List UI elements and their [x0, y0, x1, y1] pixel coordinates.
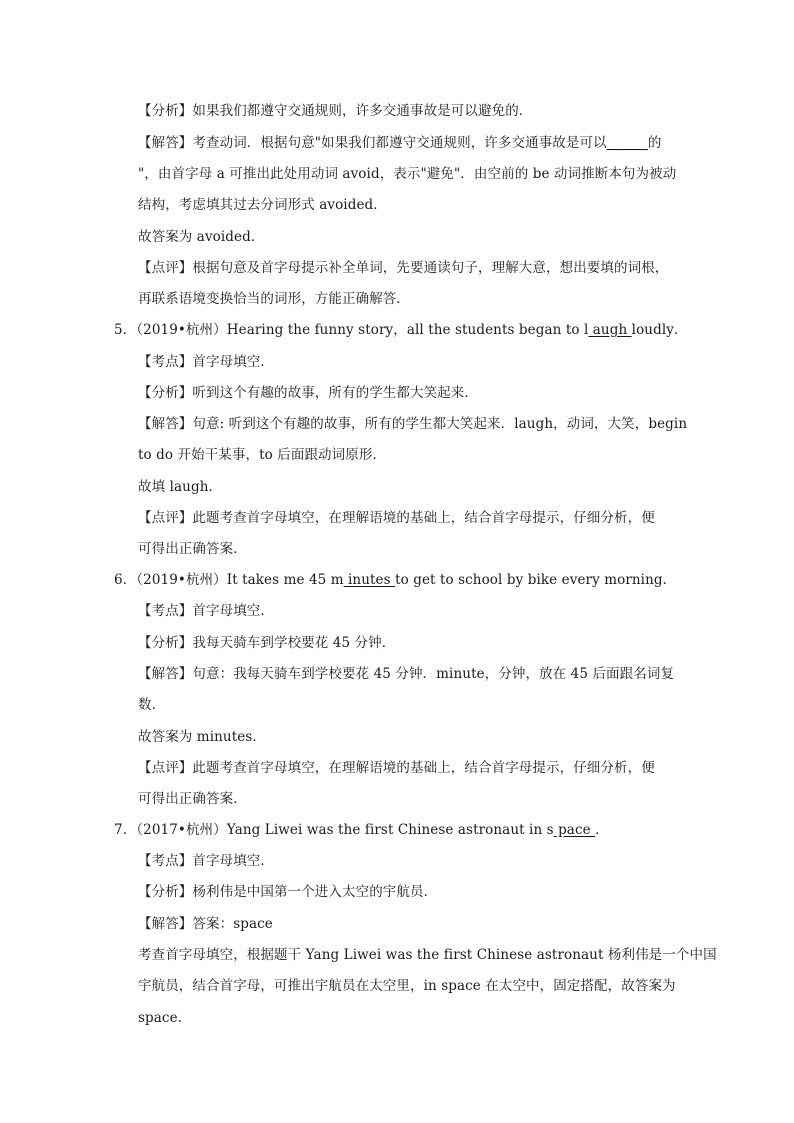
- q4-solution-line-1: [138, 133, 661, 153]
- q7-blank: pace: [553, 822, 596, 838]
- q6-blank: inutes: [343, 572, 396, 588]
- q4-answer: 故答案为 avoided．: [138, 229, 265, 245]
- q7-analysis: 【分析】杨利伟是中国第一个进入太空的宇航员．: [138, 884, 438, 900]
- q6-stem: [114, 570, 676, 590]
- q7-body-line-3: space.: [138, 1010, 183, 1026]
- q4-solution-line-2: "，由首字母 a 可推出此处用动词 avoid，表示"避免"．由空前的 be 动词推断本句为被动: [138, 166, 677, 182]
- q7-point: 【考点】首字母填空．: [138, 853, 274, 869]
- q5-analysis: 【分析】听到这个有趣的故事，所有的学生都大笑起来．: [138, 385, 478, 401]
- q7-solution-line-1: 【解答】答案：space: [138, 916, 273, 932]
- q4-comment-line-2: 再联系语境变换恰当的词形，方能正确解答．: [138, 291, 410, 307]
- q7-stem: [114, 820, 609, 840]
- q4-solution-line-3: 结构，考虑填其过去分词形式 avoided．: [138, 197, 387, 213]
- q5-comment-line-1: 【点评】此题考查首字母填空，在理解语境的基础上，结合首字母提示，仔细分析，便: [138, 510, 655, 526]
- q5-stem: [114, 320, 688, 340]
- q6-comment-line-2: 可得出正确答案．: [138, 791, 247, 807]
- q6-answer: 故答案为 minutes．: [138, 729, 266, 745]
- q4-solution-text-end: 的: [647, 135, 662, 151]
- q4-blank: ______: [606, 135, 648, 151]
- q6-solution-line-1: 【解答】句意：我每天骑车到学校要花 45 分钟．minute，分钟，放在 45 后面跟名词复: [138, 666, 675, 682]
- q5-solution-line-2: to do 开始干某事，to 后面跟动词原形．: [138, 447, 387, 463]
- q5-stem-end: loudly．: [631, 322, 688, 338]
- q4-solution-text: 【解答】考查动词．根据句意"如果我们都遵守交通规则，许多交通事故是可以: [138, 135, 607, 151]
- q7-stem-text: 7．（2017•杭州）Yang Liwei was the first Chinese astronaut in s: [114, 822, 554, 838]
- q4-comment-line-1: 【点评】根据句意及首字母提示补全单词，先要通读句子，理解大意，想出要填的词根，: [138, 260, 669, 276]
- q4-analysis: 【分析】如果我们都遵守交通规则，许多交通事故是可以避免的．: [138, 103, 533, 119]
- q6-comment-line-1: 【点评】此题考查首字母填空，在理解语境的基础上，结合首字母提示，仔细分析，便: [138, 760, 655, 776]
- q6-solution-line-2: 数．: [138, 697, 166, 713]
- q5-solution-line-1: 【解答】句意: 听到这个有趣的故事，所有的学生都大笑起来．laugh，动词，大笑，begin: [138, 416, 688, 432]
- q7-stem-end: ．: [595, 822, 609, 838]
- q5-point: 【考点】首字母填空．: [138, 354, 274, 370]
- q7-body-line-1: 考查首字母填空，根据题干 Yang Liwei was the first Chinese astronaut 杨利伟是一个中国: [138, 947, 717, 963]
- q7-body-line-2: 宇航员，结合首字母，可推出宇航员在太空里，in space 在太空中，固定搭配，故答案为: [138, 978, 676, 994]
- q5-blank: augh: [588, 322, 632, 338]
- q5-stem-text: 5．（2019•杭州）Hearing the funny story，all the students began to l: [114, 322, 589, 338]
- q6-point: 【考点】首字母填空．: [138, 603, 274, 619]
- q5-answer: 故填 laugh．: [138, 479, 223, 495]
- q6-stem-end: to get to school by bike every morning．: [395, 572, 677, 588]
- q5-comment-line-2: 可得出正确答案．: [138, 541, 247, 557]
- q6-analysis: 【分析】我每天骑车到学校要花 45 分钟．: [138, 635, 396, 651]
- q6-stem-text: 6．（2019•杭州）It takes me 45 m: [114, 572, 344, 588]
